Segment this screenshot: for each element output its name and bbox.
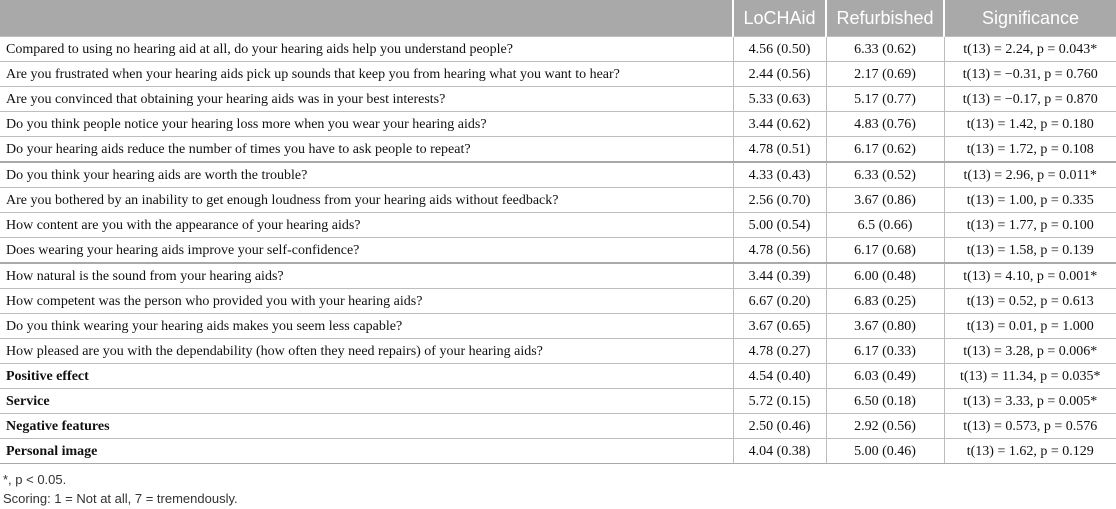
refurbished-cell: 4.83 (0.76) (826, 112, 944, 137)
question-cell: How content are you with the appearance of your hearing aids? (0, 213, 733, 238)
table-row (0, 439, 1116, 464)
question-cell: Do you think your hearing aids are worth the trouble? (0, 162, 733, 188)
table-row (0, 62, 1116, 87)
refurbished-cell: 6.17 (0.68) (826, 238, 944, 264)
significance-cell: t(13) = 0.01, p = 1.000 (944, 314, 1116, 339)
table-row (0, 414, 1116, 439)
lochaid-cell: 3.44 (0.39) (733, 263, 826, 289)
significance-cell: t(13) = 3.33, p = 0.005* (944, 389, 1116, 414)
lochaid-cell: 4.78 (0.56) (733, 238, 826, 264)
lochaid-cell: 3.67 (0.65) (733, 314, 826, 339)
lochaid-cell: 4.33 (0.43) (733, 162, 826, 188)
question-cell: Positive effect (0, 364, 733, 389)
table-row (0, 37, 1116, 62)
refurbished-cell: 2.17 (0.69) (826, 62, 944, 87)
refurbished-cell: 3.67 (0.80) (826, 314, 944, 339)
significance-cell: t(13) = 2.24, p = 0.043* (944, 37, 1116, 62)
question-cell: Compared to using no hearing aid at all, do your hearing aids help you understand people? (0, 37, 733, 62)
question-cell: Do you think wearing your hearing aids makes you seem less capable? (0, 314, 733, 339)
significance-footnote: *, p < 0.05. (3, 472, 67, 487)
question-cell: How competent was the person who provided you with your hearing aids? (0, 289, 733, 314)
header-refurbished: Refurbished (826, 0, 944, 37)
significance-cell: t(13) = 11.34, p = 0.035* (944, 364, 1116, 389)
significance-cell: t(13) = 1.58, p = 0.139 (944, 238, 1116, 264)
table-row (0, 364, 1116, 389)
refurbished-cell: 2.92 (0.56) (826, 414, 944, 439)
lochaid-cell: 4.56 (0.50) (733, 37, 826, 62)
refurbished-cell: 6.83 (0.25) (826, 289, 944, 314)
refurbished-cell: 3.67 (0.86) (826, 188, 944, 213)
table-row (0, 112, 1116, 137)
refurbished-cell: 6.33 (0.62) (826, 37, 944, 62)
header-significance: Significance (944, 0, 1116, 37)
question-cell: Are you frustrated when your hearing aids pick up sounds that keep you from hearing what you want to hear? (0, 62, 733, 87)
header-row (0, 0, 1116, 37)
table-body (0, 37, 1116, 464)
footnotes (3, 470, 238, 508)
lochaid-cell: 4.78 (0.27) (733, 339, 826, 364)
table-row (0, 263, 1116, 289)
lochaid-cell: 2.50 (0.46) (733, 414, 826, 439)
significance-cell: t(13) = 1.62, p = 0.129 (944, 439, 1116, 464)
lochaid-cell: 5.72 (0.15) (733, 389, 826, 414)
table-row (0, 314, 1116, 339)
question-cell: Do your hearing aids reduce the number of times you have to ask people to repeat? (0, 137, 733, 163)
table-row (0, 389, 1116, 414)
lochaid-cell: 3.44 (0.62) (733, 112, 826, 137)
significance-cell: t(13) = 1.72, p = 0.108 (944, 137, 1116, 163)
table-row (0, 238, 1116, 264)
question-cell: Are you convinced that obtaining your hearing aids was in your best interests? (0, 87, 733, 112)
refurbished-cell: 6.33 (0.52) (826, 162, 944, 188)
refurbished-cell: 6.00 (0.48) (826, 263, 944, 289)
refurbished-cell: 6.50 (0.18) (826, 389, 944, 414)
table-row (0, 162, 1116, 188)
refurbished-cell: 6.17 (0.62) (826, 137, 944, 163)
significance-cell: t(13) = −0.17, p = 0.870 (944, 87, 1116, 112)
table-row (0, 188, 1116, 213)
significance-cell: t(13) = 0.573, p = 0.576 (944, 414, 1116, 439)
lochaid-cell: 5.33 (0.63) (733, 87, 826, 112)
refurbished-cell: 6.03 (0.49) (826, 364, 944, 389)
question-cell: Negative features (0, 414, 733, 439)
significance-cell: t(13) = 4.10, p = 0.001* (944, 263, 1116, 289)
significance-cell: t(13) = 1.00, p = 0.335 (944, 188, 1116, 213)
refurbished-cell: 5.17 (0.77) (826, 87, 944, 112)
significance-cell: t(13) = 0.52, p = 0.613 (944, 289, 1116, 314)
lochaid-cell: 2.44 (0.56) (733, 62, 826, 87)
significance-cell: t(13) = 2.96, p = 0.011* (944, 162, 1116, 188)
refurbished-cell: 6.17 (0.33) (826, 339, 944, 364)
question-cell: Do you think people notice your hearing loss more when you wear your hearing aids? (0, 112, 733, 137)
lochaid-cell: 6.67 (0.20) (733, 289, 826, 314)
table-row (0, 87, 1116, 112)
header-question (0, 0, 733, 37)
table-row (0, 339, 1116, 364)
question-cell: How pleased are you with the dependability (how often they need repairs) of your hearing aids? (0, 339, 733, 364)
lochaid-cell: 4.04 (0.38) (733, 439, 826, 464)
scoring-footnote: Scoring: 1 = Not at all, 7 = tremendously. (3, 491, 238, 506)
refurbished-cell: 5.00 (0.46) (826, 439, 944, 464)
table-row (0, 137, 1116, 163)
lochaid-cell: 2.56 (0.70) (733, 188, 826, 213)
question-cell: Service (0, 389, 733, 414)
question-cell: Does wearing your hearing aids improve your self-confidence? (0, 238, 733, 264)
table-row (0, 213, 1116, 238)
refurbished-cell: 6.5 (0.66) (826, 213, 944, 238)
question-cell: Personal image (0, 439, 733, 464)
significance-cell: t(13) = 1.42, p = 0.180 (944, 112, 1116, 137)
table-row (0, 289, 1116, 314)
header-lochaid: LoCHAid (733, 0, 826, 37)
significance-cell: t(13) = 1.77, p = 0.100 (944, 213, 1116, 238)
question-cell: Are you bothered by an inability to get enough loudness from your hearing aids without feedback? (0, 188, 733, 213)
lochaid-cell: 4.78 (0.51) (733, 137, 826, 163)
significance-cell: t(13) = −0.31, p = 0.760 (944, 62, 1116, 87)
significance-cell: t(13) = 3.28, p = 0.006* (944, 339, 1116, 364)
lochaid-cell: 5.00 (0.54) (733, 213, 826, 238)
lochaid-cell: 4.54 (0.40) (733, 364, 826, 389)
question-cell: How natural is the sound from your hearing aids? (0, 263, 733, 289)
